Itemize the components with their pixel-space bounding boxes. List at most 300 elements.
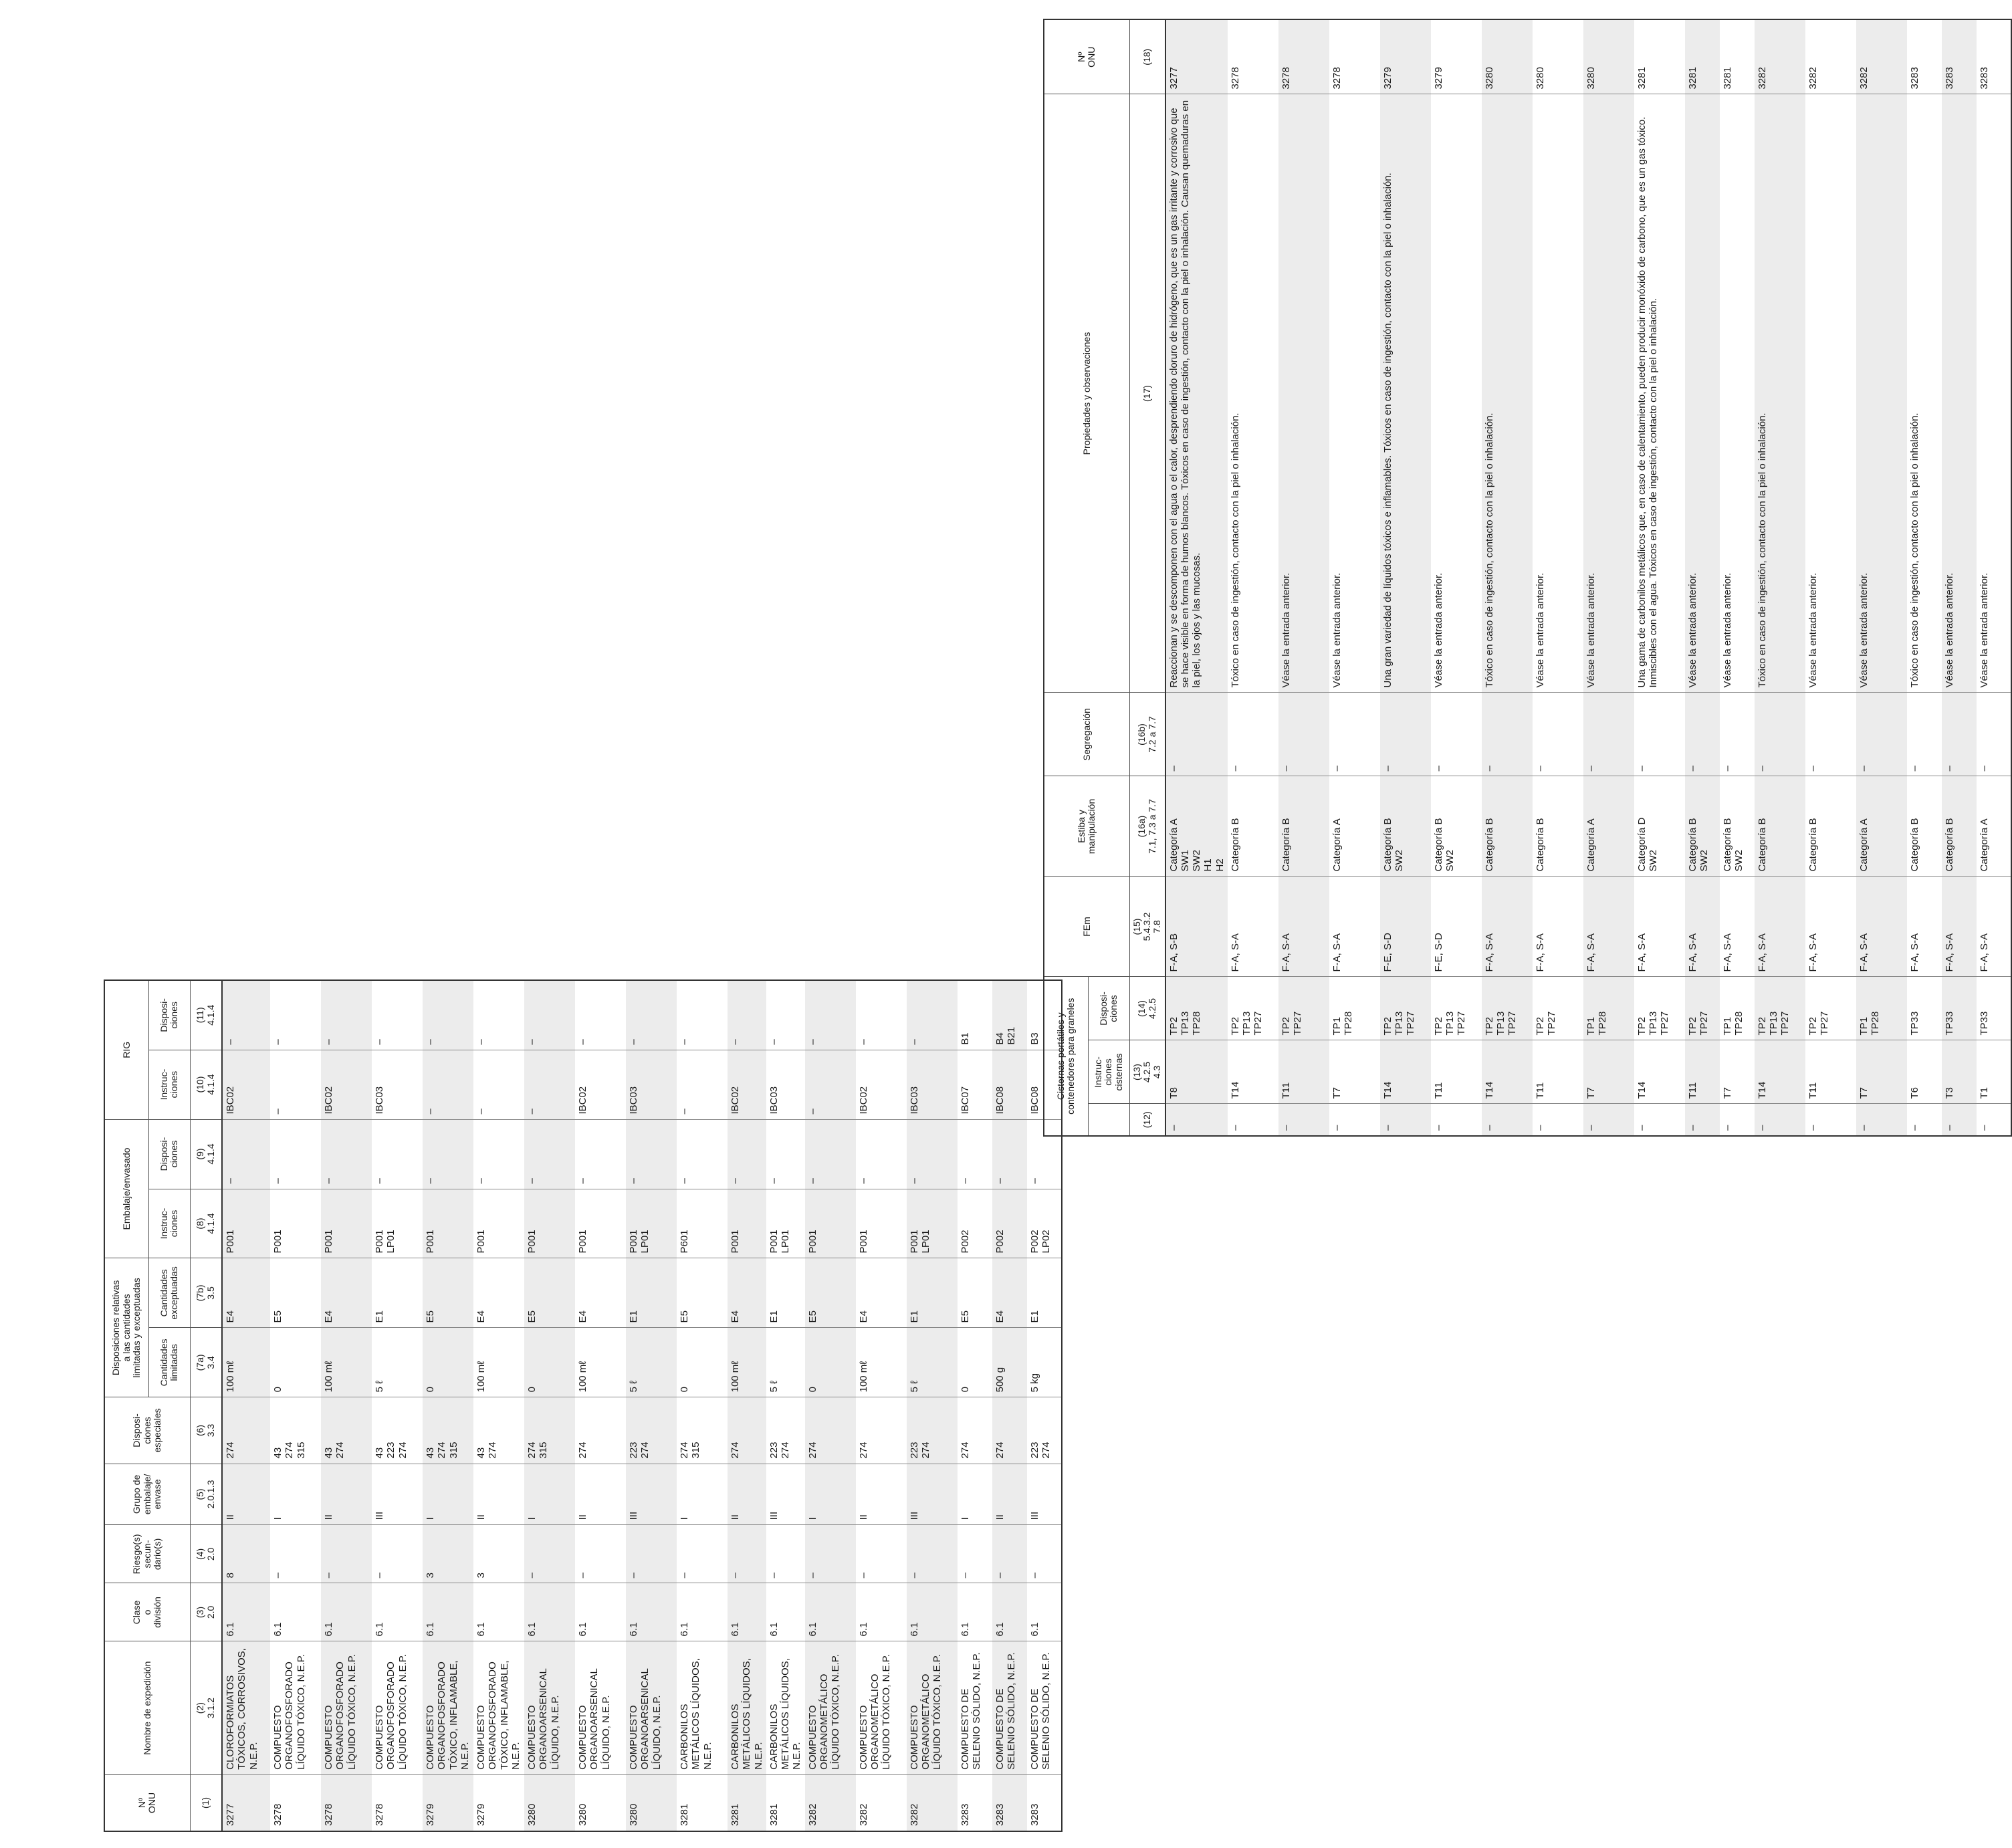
un-number-cell-right: 3282 [1755, 19, 1805, 94]
packing-instructions-cell: P001 LP01 [907, 1189, 958, 1258]
header-limited-quantities: Cantidades limitadas [148, 1328, 190, 1397]
shipping-name-cell: COMPUESTO ORGANOFOSFORADO LÍQUIDO TÓXICO, N.E.P. [372, 1641, 423, 1774]
special-provisions-cell: 274 [575, 1397, 626, 1464]
subsidiary-risk-cell: – [524, 1525, 575, 1583]
excepted-quantities-cell: E4 [575, 1258, 626, 1328]
header-ems: FEm [1044, 877, 1129, 977]
ibc-instructions-cell: – [270, 1050, 321, 1119]
table-row [222, 980, 270, 1831]
ibc-provisions-cell: – [728, 980, 766, 1050]
tank-col12-cell: – [1807, 1125, 1819, 1131]
special-provisions-cell: 223 274 [1027, 1397, 1062, 1464]
table-row [1431, 19, 1482, 1136]
header-tank-group: Cisternas portátiles y contenedores para graneles [1044, 977, 1088, 1136]
left-dangerous-goods-table [104, 979, 1063, 1832]
table-row [1942, 19, 1977, 1136]
special-provisions-cell: 43 274 315 [423, 1397, 473, 1464]
ibc-provisions-cell: – [372, 980, 423, 1050]
table-row [1634, 19, 1685, 1136]
tank-instructions-cell: T14 [1755, 1040, 1805, 1104]
tank-col12-cell: – [1534, 1125, 1546, 1131]
tank-instructions-cell: T11 [1805, 1040, 1856, 1104]
subsidiary-risk-cell: – [907, 1525, 958, 1583]
packing-instructions-cell: P001 [321, 1189, 372, 1258]
right-table-body [1165, 19, 2011, 1136]
segregation-cell: – [1856, 693, 1907, 776]
properties-cell: Véase la entrada anterior. [1856, 94, 1907, 693]
shipping-name-cell: COMPUESTO ORGANOMETÁLICO LÍQUIDO TÓXICO, N.E.P. [856, 1641, 907, 1774]
tank-provisions-cell: TP2 TP13 TP27 [1482, 977, 1533, 1040]
class-cell: 6.1 [766, 1583, 805, 1641]
table-row [728, 980, 766, 1831]
tank-col12-cell: – [1229, 1125, 1241, 1131]
table-row [423, 980, 473, 1831]
stowage-cell: Categoría B SW2 [1431, 776, 1482, 877]
limited-quantities-cell: 100 mℓ [473, 1328, 524, 1397]
tank-instructions-cell: T3 [1942, 1040, 1977, 1104]
packing-provisions-cell: – [575, 1119, 626, 1189]
ems-cell: F-A, S-A [1533, 877, 1583, 977]
un-number-cell: 3282 [857, 1803, 869, 1826]
packing-provisions-cell: – [766, 1119, 805, 1189]
packing-instructions-cell: P001 [728, 1189, 766, 1258]
class-cell: 6.1 [222, 1583, 270, 1641]
un-number-cell: 3281 [768, 1803, 780, 1826]
segregation-cell: – [1977, 693, 2011, 776]
packing-group-cell: II [222, 1464, 270, 1525]
subsidiary-risk-cell: – [1027, 1525, 1062, 1583]
packing-instructions-cell: P601 [677, 1189, 728, 1258]
ibc-provisions-cell: – [321, 980, 372, 1050]
limited-quantities-cell: 100 mℓ [856, 1328, 907, 1397]
shipping-name-cell: COMPUESTO ORGANOMETÁLICO LÍQUIDO TÓXICO, N.E.P. [907, 1641, 958, 1774]
shipping-name-cell: COMPUESTO ORGANOFOSFORADO TÓXICO, INFLAMABLE, N.E.P. [423, 1641, 473, 1774]
class-cell: 6.1 [321, 1583, 372, 1641]
table-row [1685, 19, 1720, 1136]
table-row [958, 980, 992, 1831]
table-row [321, 980, 372, 1831]
stowage-cell: Categoría A [1583, 776, 1634, 877]
header-special-provisions: Disposi- ciones especiales [104, 1397, 190, 1464]
header-ibc-instructions: Instruc- ciones [148, 1050, 190, 1119]
tank-instructions-cell: T7 [1329, 1040, 1380, 1104]
packing-provisions-cell: – [423, 1119, 473, 1189]
class-cell: 6.1 [423, 1583, 473, 1641]
un-number-cell-right: 3282 [1805, 19, 1856, 94]
ibc-provisions-cell: – [423, 980, 473, 1050]
packing-instructions-cell: P001 [270, 1189, 321, 1258]
un-number-cell: 3280 [577, 1803, 588, 1826]
ibc-provisions-cell: – [766, 980, 805, 1050]
tank-instructions-cell: T14 [1482, 1040, 1533, 1104]
ibc-provisions-cell: B3 [1027, 980, 1062, 1050]
table-row [626, 980, 677, 1831]
class-cell: 6.1 [473, 1583, 524, 1641]
shipping-name-cell: COMPUESTO DE SELENIO SÓLIDO, N.E.P. [992, 1641, 1027, 1774]
packing-group-cell: III [626, 1464, 677, 1525]
properties-cell: Véase la entrada anterior. [1431, 94, 1482, 693]
excepted-quantities-cell: E1 [766, 1258, 805, 1328]
excepted-quantities-cell: E5 [524, 1258, 575, 1328]
limited-quantities-cell: 100 mℓ [321, 1328, 372, 1397]
table-row [1533, 19, 1583, 1136]
class-cell: 6.1 [677, 1583, 728, 1641]
un-number-cell-right: 3280 [1533, 19, 1583, 94]
table-row [1907, 19, 1942, 1136]
special-provisions-cell: 274 [958, 1397, 992, 1464]
table-row [907, 980, 958, 1831]
ems-cell: F-A, S-A [1805, 877, 1856, 977]
class-cell: 6.1 [805, 1583, 856, 1641]
tank-provisions-cell: TP2 TP13 TP27 [1380, 977, 1431, 1040]
ems-cell: F-A, S-A [1942, 877, 1977, 977]
limited-quantities-cell: 0 [958, 1328, 992, 1397]
tank-instructions-cell: T14 [1228, 1040, 1278, 1104]
table-row [856, 980, 907, 1831]
shipping-name-cell: COMPUESTO ORGANOFOSFORADO TÓXICO, INFLAMABLE, N.E.P. [473, 1641, 524, 1774]
packing-provisions-cell: – [222, 1119, 270, 1189]
stowage-cell: Categoría B [1942, 776, 1977, 877]
tank-instructions-cell: T14 [1380, 1040, 1431, 1104]
properties-cell: Véase la entrada anterior. [1720, 94, 1755, 693]
shipping-name-cell: COMPUESTO ORGANOARSENICAL LÍQUIDO, N.E.P. [626, 1641, 677, 1774]
subsidiary-risk-cell: 3 [423, 1525, 473, 1583]
stowage-cell: Categoría B SW2 [1685, 776, 1720, 877]
class-cell: 6.1 [524, 1583, 575, 1641]
stowage-cell: Categoría B [1278, 776, 1329, 877]
packing-instructions-cell: P001 [575, 1189, 626, 1258]
header-excepted-quantities: Cantidades exceptuadas [148, 1258, 190, 1328]
tank-provisions-cell: TP33 [1942, 977, 1977, 1040]
right-table-wrapper [1043, 19, 2012, 1137]
header-tank-instructions: Instruc- ciones cisternas [1088, 1040, 1129, 1104]
ems-cell: F-A, S-A [1634, 877, 1685, 977]
header-segregation: Segregación [1044, 693, 1129, 776]
packing-group-cell: II [856, 1464, 907, 1525]
tank-col12-cell: – [1165, 1104, 1228, 1136]
segregation-cell: – [1482, 693, 1533, 776]
un-number-cell: 3278 [321, 1774, 372, 1831]
packing-instructions-cell: P001 [856, 1189, 907, 1258]
tank-provisions-cell: TP2 TP27 [1533, 977, 1583, 1040]
packing-instructions-cell: P002 [992, 1189, 1027, 1258]
un-number-cell-right: 3278 [1228, 19, 1278, 94]
table-row [1977, 19, 2011, 1136]
stowage-cell: Categoría B SW2 [1720, 776, 1755, 877]
excepted-quantities-cell: E5 [270, 1258, 321, 1328]
shipping-name-cell: CARBONILOS METÁLICOS LÍQUIDOS, N.E.P. [677, 1641, 728, 1774]
ibc-instructions-cell: IBC08 [1027, 1050, 1062, 1119]
subsidiary-risk-cell: 8 [222, 1525, 270, 1583]
segregation-cell: – [1380, 693, 1431, 776]
ibc-instructions-cell: IBC02 [222, 1050, 270, 1119]
colnum: (1) [190, 1774, 222, 1831]
limited-quantities-cell: 100 mℓ [575, 1328, 626, 1397]
table-row [524, 980, 575, 1831]
class-cell: 6.1 [270, 1583, 321, 1641]
tank-col12-cell: – [1278, 1104, 1329, 1136]
special-provisions-cell: 274 [992, 1397, 1027, 1464]
subsidiary-risk-cell: – [992, 1525, 1027, 1583]
un-number-cell: 3281 [679, 1803, 690, 1826]
segregation-cell: – [1755, 693, 1805, 776]
ibc-instructions-cell: IBC02 [575, 1050, 626, 1119]
colnum: (14) 4.2.5 [1129, 977, 1165, 1040]
ibc-instructions-cell: – [473, 1050, 524, 1119]
properties-cell: Una gama de carbonilos metálicos que, en caso de calentamiento, pueden producir monóxido de carbono, que es un gas tóxico. Inmiscibles con el agua. Tóxicos en caso de ingestión, contacto con la piel o inhalación. [1634, 94, 1685, 693]
colnum: (16a) 7.1, 7.3 a 7.7 [1129, 776, 1165, 877]
header-ibc-provisions: Disposi- ciones [148, 980, 190, 1050]
un-number-cell: 3279 [475, 1803, 487, 1826]
subsidiary-risk-cell: – [958, 1525, 992, 1583]
ems-cell: F-A, S-B [1165, 877, 1228, 977]
un-number-cell: 3278 [374, 1803, 385, 1826]
header-stowage: Estiba y manipulación [1044, 776, 1129, 877]
limited-quantities-cell: 500 g [992, 1328, 1027, 1397]
un-number-cell: 3281 [728, 1774, 766, 1831]
tank-instructions-cell: T7 [1856, 1040, 1907, 1104]
un-number-cell: 3283 [1028, 1803, 1040, 1826]
ibc-provisions-cell: – [626, 980, 677, 1050]
packing-instructions-cell: P001 LP01 [626, 1189, 677, 1258]
limited-quantities-cell: 5 ℓ [907, 1328, 958, 1397]
tank-instructions-cell: T11 [1431, 1040, 1482, 1104]
segregation-cell: – [1165, 693, 1228, 776]
tank-provisions-cell: TP33 [1977, 977, 2011, 1040]
ibc-instructions-cell: IBC02 [728, 1050, 766, 1119]
properties-cell: Véase la entrada anterior. [1278, 94, 1329, 693]
table-row [1165, 19, 1228, 1136]
table-row [372, 980, 423, 1831]
packing-group-cell: I [677, 1464, 728, 1525]
tank-col12-cell: – [1856, 1104, 1907, 1136]
tank-col12-cell: – [1978, 1125, 1990, 1131]
colnum: (7b) 3.5 [190, 1258, 222, 1328]
excepted-quantities-cell: E4 [728, 1258, 766, 1328]
packing-group-cell: III [1027, 1464, 1062, 1525]
tank-provisions-cell: TP33 [1907, 977, 1942, 1040]
class-cell: 6.1 [575, 1583, 626, 1641]
stowage-cell: Categoría B [1805, 776, 1856, 877]
limited-quantities-cell: 0 [524, 1328, 575, 1397]
un-number-cell-right: 3278 [1278, 19, 1329, 94]
ems-cell: F-A, S-A [1583, 877, 1634, 977]
un-number-cell-right: 3282 [1856, 19, 1907, 94]
tank-instructions-cell: T1 [1977, 1040, 2011, 1104]
tank-col12-cell: – [1432, 1125, 1444, 1131]
packing-instructions-cell: P001 LP01 [766, 1189, 805, 1258]
ems-cell: F-A, S-A [1977, 877, 2011, 977]
colnum: (13) 4.2.5 4.3 [1129, 1040, 1165, 1104]
un-number-cell-right: 3281 [1634, 19, 1685, 94]
packing-instructions-cell: P002 LP02 [1027, 1189, 1062, 1258]
subsidiary-risk-cell: 3 [473, 1525, 524, 1583]
shipping-name-cell: CARBONILOS METÁLICOS LÍQUIDOS, N.E.P. [728, 1641, 766, 1774]
limited-quantities-cell: 5 ℓ [372, 1328, 423, 1397]
class-cell: 6.1 [1027, 1583, 1062, 1641]
left-table-body [222, 980, 1062, 1831]
un-number-cell: 3282 [805, 1774, 856, 1831]
limited-quantities-cell: 0 [677, 1328, 728, 1397]
ems-cell: F-A, S-A [1278, 877, 1329, 977]
un-number-cell: 3282 [907, 1774, 958, 1831]
tank-provisions-cell: TP2 TP27 [1685, 977, 1720, 1040]
header-ibc-group: RIG [104, 980, 148, 1119]
header-packing-group: Grupo de embalaje/ envase [104, 1464, 190, 1525]
packing-group-cell: II [728, 1464, 766, 1525]
packing-group-cell: I [524, 1464, 575, 1525]
table-row [1329, 19, 1380, 1136]
excepted-quantities-cell: E5 [805, 1258, 856, 1328]
class-cell: 6.1 [372, 1583, 423, 1641]
table-row [677, 980, 728, 1831]
special-provisions-cell: 274 [805, 1397, 856, 1464]
ibc-provisions-cell: – [677, 980, 728, 1050]
packing-group-cell: III [907, 1464, 958, 1525]
packing-instructions-cell: P001 LP01 [372, 1189, 423, 1258]
tank-instructions-cell: T8 [1165, 1040, 1228, 1104]
properties-cell: Tóxico en caso de ingestión, contacto con la piel o inhalación. [1907, 94, 1942, 693]
stowage-cell: Categoría B [1228, 776, 1278, 877]
excepted-quantities-cell: E4 [992, 1258, 1027, 1328]
tank-col12-cell: – [1583, 1104, 1634, 1136]
limited-quantities-cell: 0 [270, 1328, 321, 1397]
header-shipping-name: Nombre de expedición [104, 1641, 190, 1774]
ibc-provisions-cell: B4 B21 [992, 980, 1027, 1050]
stowage-cell: Categoría B SW2 [1380, 776, 1431, 877]
ems-cell: F-A, S-A [1228, 877, 1278, 977]
stowage-cell: Categoría A [1977, 776, 2011, 877]
un-number-cell-right: 3279 [1431, 19, 1482, 94]
ems-cell: F-A, S-A [1856, 877, 1907, 977]
class-cell: 6.1 [728, 1583, 766, 1641]
tank-provisions-cell: TP2 TP27 [1805, 977, 1856, 1040]
ibc-provisions-cell: – [473, 980, 524, 1050]
colnum: (16b) 7.2 a 7.7 [1129, 693, 1165, 776]
ibc-provisions-cell: – [805, 980, 856, 1050]
shipping-name-cell: COMPUESTO ORGANOFOSFORADO LÍQUIDO TÓXICO, N.E.P. [270, 1641, 321, 1774]
limited-quantities-cell: 0 [423, 1328, 473, 1397]
excepted-quantities-cell: E5 [677, 1258, 728, 1328]
special-provisions-cell: 43 223 274 [372, 1397, 423, 1464]
limited-quantities-cell: 5 ℓ [766, 1328, 805, 1397]
segregation-cell: – [1583, 693, 1634, 776]
header-packing-provisions: Disposi- ciones [148, 1119, 190, 1189]
ibc-instructions-cell: IBC03 [626, 1050, 677, 1119]
colnum: (4) 2.0 [190, 1525, 222, 1583]
packing-group-cell: I [805, 1464, 856, 1525]
un-number-cell: 3283 [959, 1803, 971, 1826]
ems-cell: F-A, S-A [1329, 877, 1380, 977]
ibc-provisions-cell: – [856, 980, 907, 1050]
subsidiary-risk-cell: – [677, 1525, 728, 1583]
packing-provisions-cell: – [473, 1119, 524, 1189]
ibc-instructions-cell: – [805, 1050, 856, 1119]
colnum: (11) 4.1.4 [190, 980, 222, 1050]
class-cell: 6.1 [958, 1583, 992, 1641]
colnum: (6) 3.3 [190, 1397, 222, 1464]
segregation-cell: – [1634, 693, 1685, 776]
packing-provisions-cell: – [958, 1119, 992, 1189]
special-provisions-cell: 223 274 [626, 1397, 677, 1464]
ibc-instructions-cell: IBC07 [958, 1050, 992, 1119]
ems-cell: F-E, S-D [1380, 877, 1431, 977]
ems-cell: F-A, S-A [1685, 877, 1720, 977]
tank-col12-cell: – [1685, 1104, 1720, 1136]
subsidiary-risk-cell: – [805, 1525, 856, 1583]
excepted-quantities-cell: E1 [1027, 1258, 1062, 1328]
segregation-cell: – [1805, 693, 1856, 776]
un-number-cell-right: 3280 [1583, 19, 1634, 94]
packing-group-cell: III [372, 1464, 423, 1525]
limited-quantities-cell: 5 kg [1027, 1328, 1062, 1397]
class-cell: 6.1 [626, 1583, 677, 1641]
ibc-instructions-cell: IBC02 [856, 1050, 907, 1119]
segregation-cell: – [1329, 693, 1380, 776]
segregation-cell: – [1720, 693, 1755, 776]
tank-col12-cell: – [1380, 1104, 1431, 1136]
packing-provisions-cell: – [321, 1119, 372, 1189]
table-row [766, 980, 805, 1831]
shipping-name-cell: CLOROFORMIATOS TÓXICOS, CORROSIVOS, N.E.P. [222, 1641, 270, 1774]
tank-provisions-cell: TP2 TP13 TP27 [1228, 977, 1278, 1040]
segregation-cell: – [1228, 693, 1278, 776]
stowage-cell: Categoría B [1907, 776, 1942, 877]
ibc-instructions-cell: IBC03 [766, 1050, 805, 1119]
tank-provisions-cell: TP2 TP27 [1278, 977, 1329, 1040]
table-row [575, 980, 626, 1831]
right-dangerous-goods-table [1043, 19, 2012, 1137]
subsidiary-risk-cell: – [728, 1525, 766, 1583]
subsidiary-risk-cell: – [321, 1525, 372, 1583]
packing-instructions-cell: P001 [222, 1189, 270, 1258]
tank-col12-cell: – [1636, 1125, 1648, 1131]
limited-quantities-cell: 0 [805, 1328, 856, 1397]
packing-provisions-cell: – [1027, 1119, 1062, 1189]
segregation-cell: – [1942, 693, 1977, 776]
special-provisions-cell: 274 [222, 1397, 270, 1464]
stowage-cell: Categoría D SW2 [1634, 776, 1685, 877]
subsidiary-risk-cell: – [372, 1525, 423, 1583]
class-cell: 6.1 [992, 1583, 1027, 1641]
shipping-name-cell: COMPUESTO ORGANOARSENICAL LÍQUIDO, N.E.P. [575, 1641, 626, 1774]
colnum: (18) [1129, 19, 1165, 94]
stowage-cell: Categoría B [1482, 776, 1533, 877]
properties-cell: Véase la entrada anterior. [1533, 94, 1583, 693]
packing-group-cell: II [575, 1464, 626, 1525]
ibc-provisions-cell: – [575, 980, 626, 1050]
table-row [1755, 19, 1805, 1136]
packing-instructions-cell: P001 [473, 1189, 524, 1258]
tank-instructions-cell: T7 [1583, 1040, 1634, 1104]
special-provisions-cell: 274 [728, 1397, 766, 1464]
un-number-cell: 3280 [626, 1774, 677, 1831]
packing-instructions-cell: P001 [524, 1189, 575, 1258]
header-subsidiary-risk: Riesgo(s) secun- dario(s) [104, 1525, 190, 1583]
table-row [1720, 19, 1755, 1136]
un-number-cell-right: 3277 [1165, 19, 1228, 94]
special-provisions-cell: 274 315 [524, 1397, 575, 1464]
packing-group-cell: II [321, 1464, 372, 1525]
special-provisions-cell: 274 [856, 1397, 907, 1464]
table-row [1583, 19, 1634, 1136]
header-un-number: Nº ONU [104, 1774, 190, 1831]
stowage-cell: Categoría A [1329, 776, 1380, 877]
limited-quantities-cell: 5 ℓ [626, 1328, 677, 1397]
packing-instructions-cell: P001 [805, 1189, 856, 1258]
table-row [1482, 19, 1533, 1136]
special-provisions-cell: 43 274 [321, 1397, 372, 1464]
